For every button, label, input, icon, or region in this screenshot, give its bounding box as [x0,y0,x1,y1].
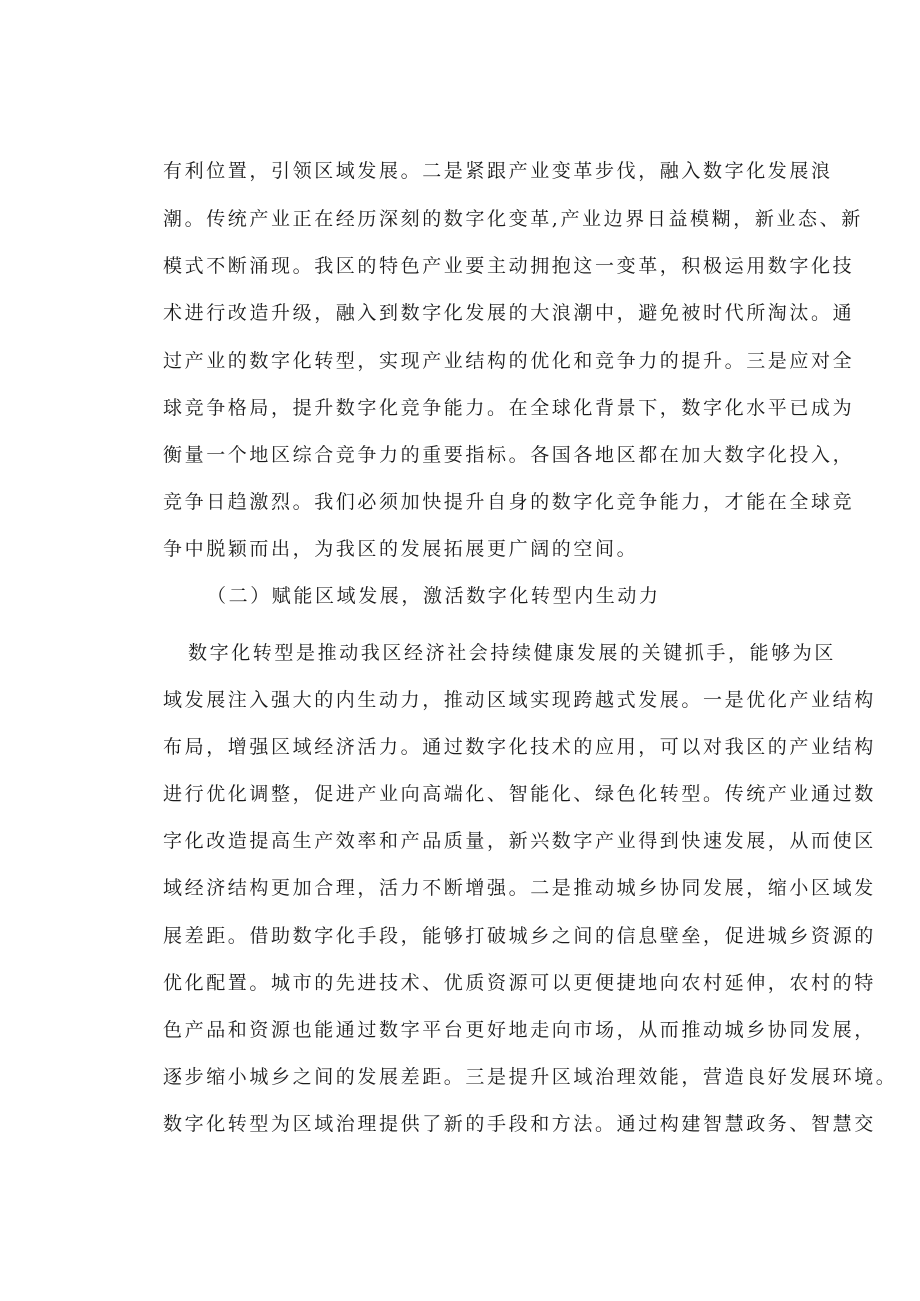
paragraph-2-line-3: 布局，增强区域经济活力。通过数字化技术的应用，可以对我区的产业结构 [163,736,876,758]
paragraph-1-line-2: 潮。传统产业正在经历深刻的数字化变革,产业边界日益模糊，新业态、新 [163,208,863,230]
paragraph-2-line-2: 域发展注入强大的内生动力，推动区域实现跨越式发展。一是优化产业结构 [163,689,876,711]
paragraph-1-line-9: 争中脱颖而出，为我区的发展拓展更广阔的空间。 [163,538,639,560]
paragraph-1-line-4: 术进行改造升级，融入到数字化发展的大浪潮中，避免被时代所淘汰。通 [163,302,855,324]
paragraph-1-line-3: 模式不断涌现。我区的特色产业要主动拥抱这一变革，积极运用数字化技 [163,255,855,277]
paragraph-2-line-1: 数字化转型是推动我区经济社会持续健康发展的关键抓手，能够为区 [188,642,837,664]
paragraph-1-line-7: 衡量一个地区综合竞争力的重要指标。各国各地区都在加大数字化投入， [163,444,855,466]
paragraph-1-line-5: 过产业的数字化转型，实现产业结构的优化和竞争力的提升。三是应对全 [163,350,855,372]
paragraph-2-line-6: 域经济结构更加合理，活力不断增强。二是推动城乡协同发展，缩小区域发 [163,877,876,899]
paragraph-1-line-8: 竞争日趋激烈。我们必须加快提升自身的数字化竞争能力，才能在全球竞 [163,491,855,513]
paragraph-2-line-11: 数字化转型为区域治理提供了新的手段和方法。通过构建智慧政务、智慧交 [163,1113,876,1135]
paragraph-2-line-8: 优化配置。城市的先进技术、优质资源可以更便捷地向农村延伸，农村的特 [163,972,876,994]
paragraph-2-line-5: 字化改造提高生产效率和产品质量，新兴数字产业得到快速发展，从而使区 [163,830,876,852]
paragraph-1-line-1: 有利位置，引领区域发展。二是紧跟产业变革步伐，融入数字化发展浪 [163,160,833,182]
paragraph-2-line-7: 展差距。借助数字化手段，能够打破城乡之间的信息壁垒，促进城乡资源的 [163,925,876,947]
section-heading: （二）赋能区域发展，激活数字化转型内生动力 [207,585,661,607]
paragraph-2-line-10: 逐步缩小城乡之间的发展差距。三是提升区域治理效能，营造良好发展环境。 [163,1066,898,1088]
paragraph-2-line-4: 进行优化调整，促进产业向高端化、智能化、绿色化转型。传统产业通过数 [163,783,876,805]
paragraph-1-line-6: 球竞争格局，提升数字化竞争能力。在全球化背景下，数字化水平已成为 [163,397,855,419]
paragraph-2-line-9: 色产品和资源也能通过数字平台更好地走向市场，从而推动城乡协同发展， [163,1019,876,1041]
